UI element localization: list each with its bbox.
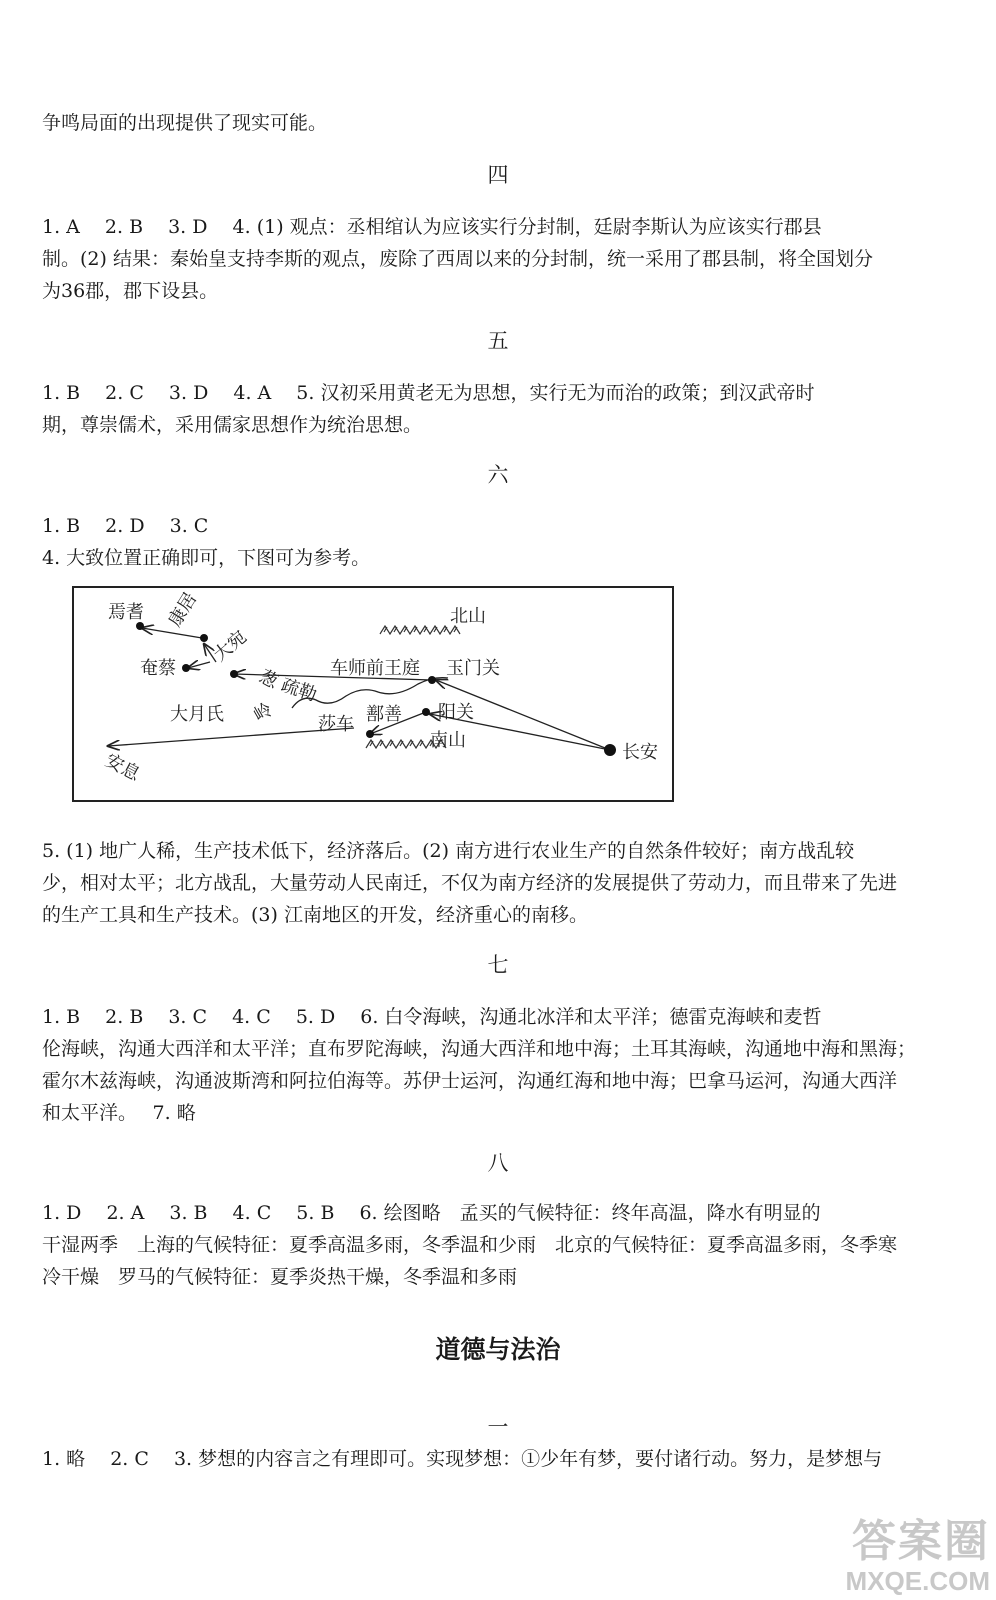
text-line: 制。(2) 结果：秦始皇支持李斯的观点，废除了西周以来的分封制，统一采用了郡县制，将全国划分 <box>42 248 873 270</box>
watermark <box>846 1518 990 1596</box>
label-shache: 莎车 <box>318 714 354 735</box>
text-line: 4. 大致位置正确即可，下图可为参考。 <box>42 547 371 569</box>
label-dawan: 大宛 <box>209 626 251 666</box>
label-yangguan: 阳关 <box>438 702 474 723</box>
dot-dawan <box>230 670 238 678</box>
text-line: 霍尔木兹海峡，沟通波斯湾和阿拉伯海等。苏伊士运河，沟通红海和地中海；巴拿马运河，沟通大西洋 <box>42 1070 898 1092</box>
text-line: 1. B 2. B 3. C 4. C 5. D 6. 白令海峡，沟通北冰洋和太平洋；德雷克海峡和麦哲 <box>42 1006 822 1028</box>
section-heading: 五 <box>487 329 509 353</box>
text-line: 少，相对太平；北方战乱，大量劳动人民南迁，不仅为南方经济的发展提供了劳动力，而且带来了先进 <box>42 872 898 894</box>
section-heading: 八 <box>487 1151 509 1175</box>
label-anxi: 安息 <box>101 749 144 786</box>
label-yancai: 奄蔡 <box>140 658 176 679</box>
text-line: 1. B 2. D 3. C <box>42 515 209 537</box>
mountain-beishan-icon <box>380 626 460 634</box>
label-kangju: 康居 <box>164 588 202 631</box>
watermark-cn: 答案圈 <box>852 1517 990 1566</box>
text-line: 1. B 2. C 3. D 4. A 5. 汉初采用黄老无为思想，实行无为而治的政策；到汉武帝时 <box>42 382 815 404</box>
dot-shanshan <box>366 730 374 738</box>
text-line: 伦海峡，沟通大西洋和太平洋；直布罗陀海峡，沟通大西洋和地中海；土耳其海峡，沟通地中海和黑海； <box>42 1038 917 1060</box>
text-line: 为36郡，郡下设县。 <box>42 280 219 302</box>
dot-changan <box>604 744 616 756</box>
section-heading: 四 <box>487 163 509 187</box>
label-beishan: 北山 <box>450 606 486 627</box>
text-line: 5. (1) 地广人稀，生产技术低下，经济落后。(2) 南方进行农业生产的自然条件较好；南方战乱较 <box>42 840 855 862</box>
silk-road-map <box>72 586 674 802</box>
section-heading: 六 <box>487 463 509 487</box>
text-line: 的生产工具和生产技术。(3) 江南地区的开发，经济重心的南移。 <box>42 904 588 926</box>
label-changan: 长安 <box>622 742 658 763</box>
label-shanshan: 鄯善 <box>366 704 402 725</box>
label-ling: 岭 <box>250 699 277 727</box>
text-line: 期，尊崇儒术，采用儒家思想作为统治思想。 <box>42 414 423 436</box>
text-line: 冷干燥 罗马的气候特征：夏季炎热干燥，冬季温和多雨 <box>42 1266 518 1288</box>
subject-title: 道德与法治 <box>435 1335 561 1364</box>
text-line: 和太平洋。 7. 略 <box>42 1102 196 1124</box>
text-line: 争鸣局面的出现提供了现实可能。 <box>42 112 328 134</box>
dot-yangguan <box>422 708 430 716</box>
label-dayuezhi: 大月氏 <box>170 704 224 725</box>
dot-yumenguan <box>428 676 436 684</box>
label-yanqi: 焉耆 <box>108 602 144 623</box>
route-kangju-yanqi <box>142 628 202 638</box>
watermark-en: MXQE.COM <box>845 1566 990 1596</box>
label-chetingwang: 车师前王庭 <box>330 658 420 679</box>
dot-yancai <box>182 664 190 672</box>
text-line: 1. 略 2. C 3. 梦想的内容言之有理即可。实现梦想：①少年有梦，要付诸行动。努力，是梦想与 <box>42 1448 883 1470</box>
route-dawan-yancai <box>188 662 210 668</box>
dot-yanqi <box>136 622 144 630</box>
label-yumenguan: 玉门关 <box>446 658 500 679</box>
text-line: 干湿两季 上海的气候特征：夏季高温多雨，冬季温和少雨 北京的气候特征：夏季高温多雨，冬季寒 <box>42 1234 898 1256</box>
text-line: 1. A 2. B 3. D 4. (1) 观点：丞相绾认为应该实行分封制，廷尉李斯认为应该实行郡县 <box>42 216 822 238</box>
text-line: 1. D 2. A 3. B 4. C 5. B 6. 绘图略 孟买的气候特征：终年高温，降水有明显的 <box>42 1202 821 1224</box>
label-cong: 葱 <box>255 665 282 693</box>
dot-kangju <box>200 634 208 642</box>
label-shule: 疏勒 <box>278 674 320 706</box>
section-heading: 七 <box>487 953 509 977</box>
label-nanshan: 南山 <box>430 730 466 751</box>
section-heading: 一 <box>487 1415 509 1439</box>
